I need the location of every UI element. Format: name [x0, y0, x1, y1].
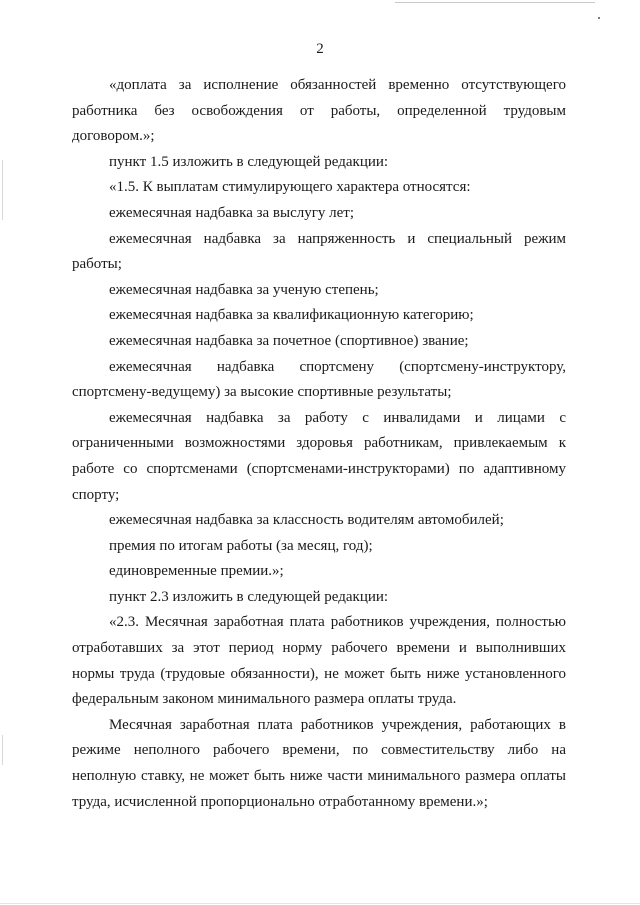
paragraph: ежемесячная надбавка за квалификационную категорию; — [109, 307, 474, 324]
paragraph: ежемесячная надбавка за выслугу лет; — [109, 204, 355, 221]
scan-artifact-edge — [0, 903, 640, 904]
paragraph: ежемесячная надбавка за классность водителям автомобилей; — [109, 512, 504, 529]
paragraph: премия по итогам работы (за месяц, год); — [109, 537, 373, 554]
paragraph: ежемесячная надбавка за работу с инвалидами и лицами с ограниченными возможностями здоровья работникам, привлекаемым к работе со спортсменами (спортсменами-инструкторами) по адаптивному спорту; — [72, 409, 566, 503]
paragraph: ежемесячная надбавка за почетное (спортивное) звание; — [109, 332, 469, 349]
paragraph: «2.3. Месячная заработная плата работников учреждения, полностью отработавших за этот период норму рабочего времени и выполнивших нормы труда (трудовые обязанности), не может быть ниже установленного федеральным законом минимального размера оплаты труда. — [72, 614, 566, 708]
paragraph: «1.5. К выплатам стимулирующего характера относятся: — [109, 179, 471, 196]
paragraph: ежемесячная надбавка спортсмену (спортсмену-инструктору, спортсмену-ведущему) за высокие спортивные результаты; — [72, 358, 566, 401]
scan-artifact-margin — [2, 735, 3, 765]
scan-artifact-margin — [2, 160, 3, 220]
paragraph: «доплата за исполнение обязанностей временно отсутствующего работника без освобождения от работы, определенной трудовым договором.»; — [72, 77, 566, 145]
scan-artifact-line — [395, 2, 595, 3]
paragraph: ежемесячная надбавка за напряженность и специальный режим работы; — [72, 230, 566, 273]
paragraph: пункт 2.3 изложить в следующей редакции: — [109, 588, 389, 605]
scan-artifact-dot — [598, 17, 600, 19]
page-number: 2 — [316, 41, 324, 57]
paragraph: единовременные премии.»; — [109, 563, 284, 580]
paragraph: пункт 1.5 изложить в следующей редакции: — [109, 153, 389, 170]
paragraph: Месячная заработная плата работников учреждения, работающих в режиме неполного рабочего времени, по совместительству либо на неполную ставку, не может быть ниже части минимального размера оплаты труда, исчисленной пропорционально отработанному времени.»; — [72, 716, 566, 810]
paragraph: ежемесячная надбавка за ученую степень; — [109, 281, 379, 298]
document-body — [72, 73, 566, 815]
